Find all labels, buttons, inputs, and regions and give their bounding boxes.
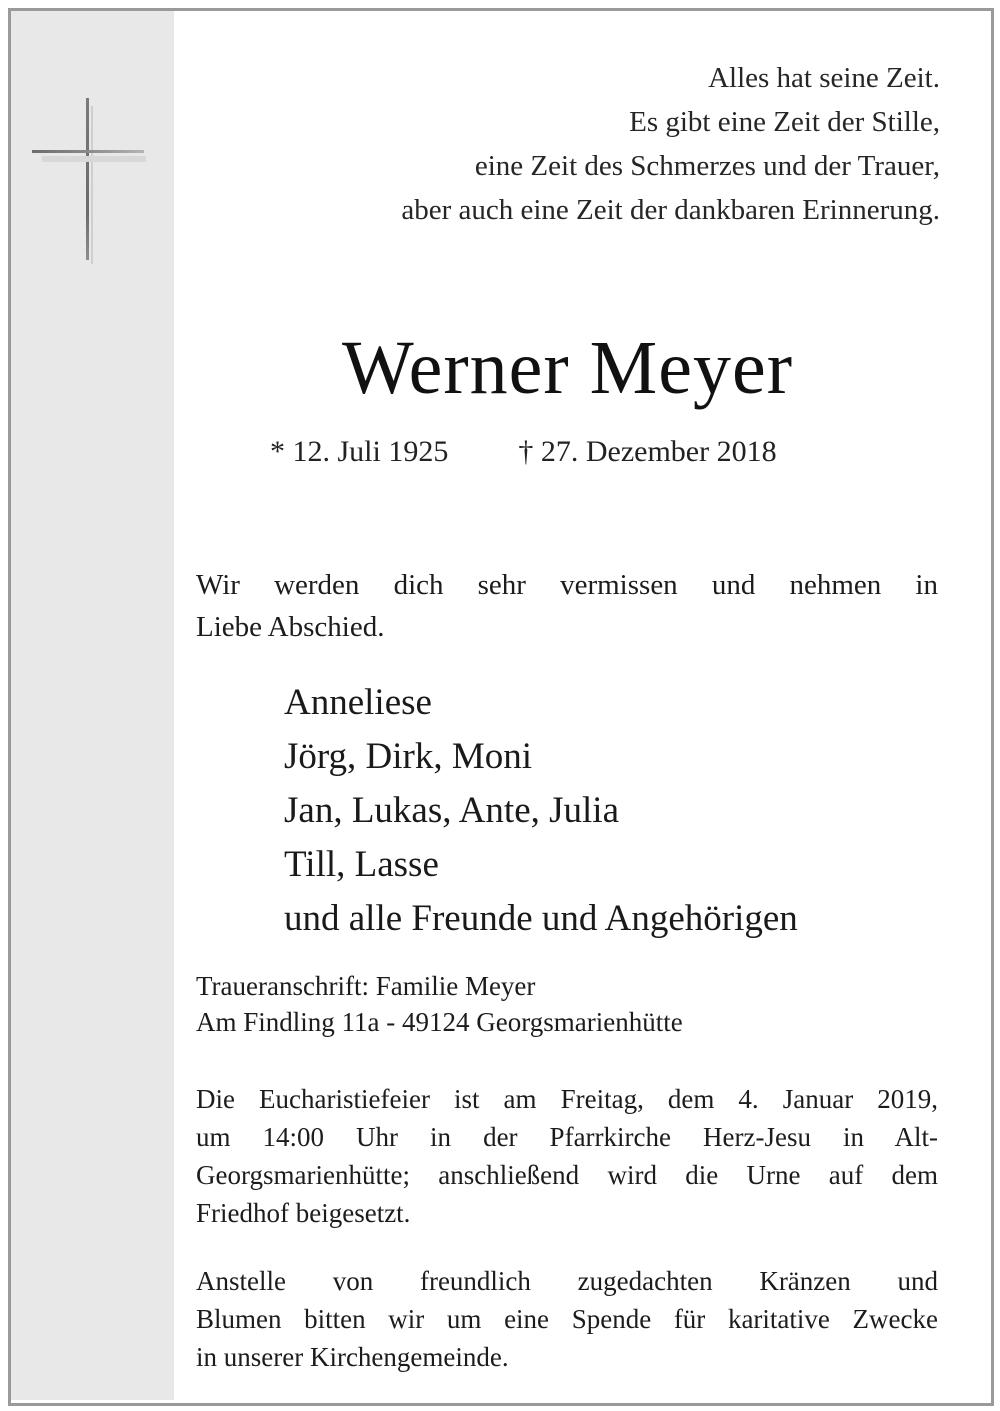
service-line: Friedhof beigesetzt. [196,1198,411,1228]
mourner-entry: Anneliese [284,682,432,723]
service-notice [196,1080,938,1232]
donation-line: Anstelle von freundlich zugedachten Kränzen und [196,1266,938,1296]
address-line: Traueranschrift: Familie Meyer [196,971,536,1001]
motto-line: eine Zeit des Schmerzes und der Trauer, [474,150,940,182]
motto [240,56,940,232]
address-line: Am Findling 11a - 49124 Georgsmarienhütte [196,1007,683,1037]
farewell-text [196,564,938,648]
service-line: Georgsmarienhütte; anschließend wird die Urne auf dem [196,1160,938,1190]
donation-line: in unserer Kirchengemeinde. [196,1342,509,1372]
donation-line: Blumen bitten wir um eine Spende für karitative Zwecke [196,1304,938,1334]
motto-line: aber auch eine Zeit der dankbaren Erinnerung. [401,194,940,226]
mourner-entry: Jörg, Dirk, Moni [284,736,533,777]
mourner-entry: Jan, Lukas, Ante, Julia [284,790,620,831]
farewell-line: Wir werden dich sehr vermissen und nehmen in [196,569,938,601]
farewell-line: Liebe Abschied. [196,611,385,643]
death-date: † 27. Dezember 2018 [518,435,777,468]
life-dates [270,430,777,474]
service-line: um 14:00 Uhr in der Pfarrkirche Herz-Jesu in Alt- [196,1122,938,1152]
mourner-entry: und alle Freunde und Angehörigen [284,898,798,939]
birth-date: * 12. Juli 1925 [270,435,449,468]
donation-notice [196,1262,938,1376]
cross-icon [30,98,146,266]
deceased-name: Werner Meyer [341,326,794,410]
service-line: Die Eucharistiefeier ist am Freitag, dem 4. Januar 2019, [196,1084,938,1114]
motto-line: Es gibt eine Zeit der Stille, [629,106,940,138]
mourner-entry: Till, Lasse [284,844,439,885]
mourning-address [196,968,683,1040]
mourners-list [284,676,798,946]
motto-line: Alles hat seine Zeit. [708,62,940,94]
